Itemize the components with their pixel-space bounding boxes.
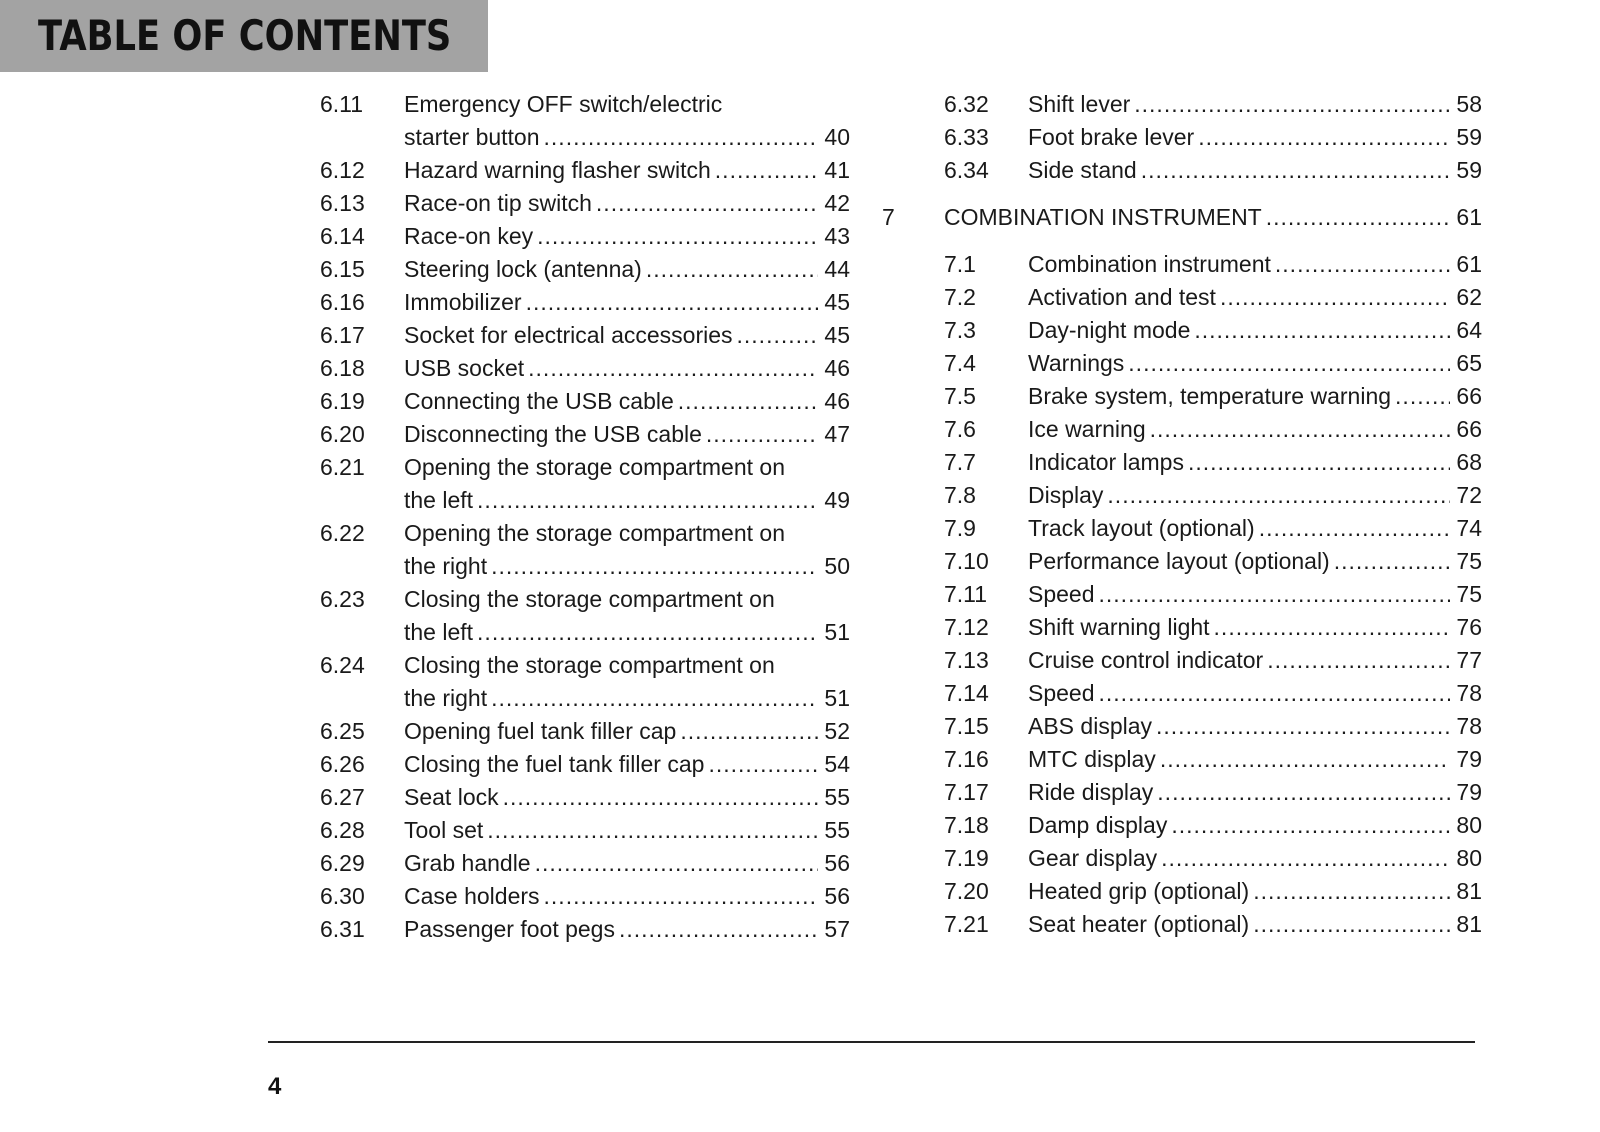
toc-entry-title: the right [404,553,488,579]
dot-leader [1150,413,1451,446]
toc-entry-title-line: Opening the storage compartment on [404,454,786,480]
dot-leader [1198,121,1450,154]
toc-entry-title: Closing the fuel tank filler cap [404,751,705,777]
toc-entry-title: Combination instrument [1028,251,1271,277]
toc-entry-page: 55 [824,784,850,810]
dot-leader [1253,908,1450,941]
toc-entry-page: 49 [824,487,850,513]
dot-leader [477,484,818,517]
toc-entry-number: 6.12 [320,157,365,183]
toc-entry-title: USB socket [404,355,525,381]
toc-entry-title: Disconnecting the USB cable [404,421,702,447]
dot-leader [1266,201,1451,234]
dot-leader [491,550,818,583]
toc-entry-number: 6.15 [320,256,365,282]
toc-entry-number: 6.30 [320,883,365,909]
toc-entry-number: 6.32 [944,91,989,117]
toc-entry-title-line: Emergency OFF switch/electric [404,91,723,117]
chapter-page: 61 [1456,204,1482,230]
toc-entry-title: Side stand [1028,157,1137,183]
toc-entry-page: 59 [1456,124,1482,150]
toc-entry[interactable] [320,880,850,913]
toc-entry-page: 62 [1456,284,1482,310]
toc-entry-title: Damp display [1028,812,1168,838]
dot-leader [596,187,818,220]
dot-leader [1157,776,1450,809]
toc-entry-number: 6.29 [320,850,365,876]
toc-entry[interactable] [882,743,1482,776]
toc-entry-title: Tool set [404,817,484,843]
toc-entry-title: Seat lock [404,784,499,810]
dot-leader [680,715,818,748]
toc-entry[interactable] [882,842,1482,875]
toc-entry-title: Steering lock (antenna) [404,256,642,282]
dot-leader [537,220,818,253]
toc-entry-number: 7.11 [944,581,988,607]
toc-entry-title: Hazard warning flasher switch [404,157,711,183]
toc-entry[interactable] [882,710,1482,743]
dot-leader [1161,842,1450,875]
toc-entry-number: 6.21 [320,454,365,480]
toc-entry-title: Grab handle [404,850,531,876]
dot-leader [544,880,819,913]
dot-leader [678,385,819,418]
toc-entry-title: MTC display [1028,746,1156,772]
toc-entry-page: 80 [1456,845,1482,871]
toc-entry-number: 7.18 [944,812,989,838]
toc-entry-number: 6.27 [320,784,365,810]
toc-entry-title: starter button [404,124,540,150]
toc-entry-number: 6.33 [944,124,989,150]
toc-entry[interactable] [320,418,850,451]
toc-entry-page: 47 [824,421,850,447]
toc-entry-title: Shift warning light [1028,614,1210,640]
toc-entry-page: 68 [1456,449,1482,475]
toc-entry-title-line: Opening the storage compartment on [404,520,786,546]
toc-entry-number: 6.13 [320,190,365,216]
toc-entry-number: 6.22 [320,520,365,546]
toc-entry[interactable] [320,352,850,385]
dot-leader [646,253,819,286]
toc-entry-number: 7.4 [944,350,976,376]
toc-entry-page: 74 [1456,515,1482,541]
toc-entry-page: 75 [1456,581,1482,607]
toc-entry-title: the left [404,487,474,513]
toc-entry-title: Ride display [1028,779,1154,805]
toc-entry-title: Ice warning [1028,416,1146,442]
toc-entry-page: 41 [824,157,850,183]
toc-entry-title: the left [404,619,474,645]
toc-entry-title: Day-night mode [1028,317,1191,343]
toc-entry-number: 6.11 [320,91,364,117]
dot-leader [1395,380,1450,413]
toc-entry-number: 7.7 [944,449,976,475]
toc-entry-title: Activation and test [1028,284,1216,310]
toc-entry-number: 7.8 [944,482,976,508]
toc-entry[interactable] [882,875,1482,908]
toc-entry-number: 7.6 [944,416,976,442]
toc-entry-title-line: Closing the storage compartment on [404,586,775,612]
toc-entry[interactable] [882,908,1482,941]
toc-entry[interactable] [320,451,850,517]
toc-entry[interactable] [320,253,850,286]
toc-entry-title: Performance layout (optional) [1028,548,1330,574]
dot-leader [1134,88,1450,121]
toc-entry-page: 76 [1456,614,1482,640]
dot-leader [715,154,819,187]
toc-entry-page: 64 [1456,317,1482,343]
toc-entry[interactable] [882,347,1482,380]
toc-entry-title: Indicator lamps [1028,449,1184,475]
dot-leader [1220,281,1450,314]
toc-entry-title: Seat heater (optional) [1028,911,1250,937]
toc-entry[interactable] [320,187,850,220]
toc-entry-page: 57 [824,916,850,942]
toc-entry-title-line: Closing the storage compartment on [404,652,775,678]
toc-entry-number: 6.16 [320,289,365,315]
toc-entry-page: 50 [824,553,850,579]
toc-entry-title: Foot brake lever [1028,124,1195,150]
toc-entry[interactable] [882,479,1482,512]
toc-entry-page: 40 [824,124,850,150]
toc-entry-number: 6.19 [320,388,365,414]
dot-leader [477,616,818,649]
toc-entry-number: 6.25 [320,718,365,744]
toc-entry-title: Connecting the USB cable [404,388,674,414]
toc-right-column [882,88,1482,941]
toc-entry[interactable] [882,776,1482,809]
dot-leader [1099,677,1451,710]
toc-entry-page: 51 [824,685,850,711]
toc-entry-page: 72 [1456,482,1482,508]
toc-entry[interactable] [320,583,850,649]
toc-entry[interactable] [882,578,1482,611]
toc-entry-page: 56 [824,850,850,876]
toc-entry-number: 6.34 [944,157,989,183]
toc-entry[interactable] [882,281,1482,314]
chapter-title: COMBINATION INSTRUMENT [944,204,1262,230]
toc-entry-number: 7.2 [944,284,976,310]
toc-entry[interactable] [882,512,1482,545]
toc-entry-title: Speed [1028,680,1095,706]
dot-leader [1188,446,1450,479]
toc-entry[interactable] [320,847,850,880]
toc-entry-page: 80 [1456,812,1482,838]
header-band [0,0,488,72]
toc-entry-number: 7.1 [944,251,976,277]
toc-entry[interactable] [320,913,850,946]
dot-leader [526,286,819,319]
footer-divider [268,1041,1475,1043]
toc-entry-title: Warnings [1028,350,1125,376]
toc-entry-title: Brake system, temperature warning [1028,383,1392,409]
dot-leader [1214,611,1451,644]
dot-leader [1099,578,1451,611]
toc-entry-number: 6.31 [320,916,365,942]
dot-leader [619,913,818,946]
toc-entry-title: Shift lever [1028,91,1131,117]
toc-entry-page: 43 [824,223,850,249]
toc-entry-page: 78 [1456,713,1482,739]
toc-entry[interactable] [320,748,850,781]
toc-entry[interactable] [882,611,1482,644]
toc-entry-page: 45 [824,322,850,348]
toc-entry-page: 79 [1456,779,1482,805]
toc-entry[interactable] [882,545,1482,578]
toc-entry[interactable] [882,154,1482,187]
toc-entry-page: 66 [1456,416,1482,442]
toc-entry-number: 7.12 [944,614,989,640]
dot-leader [1334,545,1451,578]
toc-entry-title: Display [1028,482,1104,508]
dot-leader [1267,644,1450,677]
toc-entry-page: 79 [1456,746,1482,772]
toc-entry-page: 46 [824,388,850,414]
dot-leader [491,682,818,715]
toc-entry-page: 51 [824,619,850,645]
page-number: 4 [268,1073,282,1100]
dot-leader [1160,743,1451,776]
dot-leader [1171,809,1450,842]
toc-entry-title: Case holders [404,883,540,909]
toc-entry[interactable] [882,446,1482,479]
page-title: TABLE OF CONTENTS [38,11,452,60]
toc-entry[interactable] [882,248,1482,281]
toc-entry-number: 6.23 [320,586,365,612]
toc-entry-page: 66 [1456,383,1482,409]
dot-leader [528,352,818,385]
chapter-number: 7 [882,204,895,230]
toc-entry-title: Track layout (optional) [1028,515,1255,541]
toc-entry-title: ABS display [1028,713,1153,739]
toc-entry[interactable] [882,809,1482,842]
toc-entry-number: 7.13 [944,647,989,673]
toc-entry[interactable] [320,781,850,814]
dot-leader [706,418,819,451]
toc-entry[interactable] [320,286,850,319]
toc-entry-number: 7.9 [944,515,976,541]
toc-entry[interactable] [882,314,1482,347]
toc-entry-page: 77 [1456,647,1482,673]
toc-entry[interactable] [882,413,1482,446]
toc-entry-page: 81 [1456,911,1482,937]
toc-entry-page: 45 [824,289,850,315]
toc-entry[interactable] [320,88,850,154]
toc-entry-title: Gear display [1028,845,1158,871]
toc-entry-page: 65 [1456,350,1482,376]
toc-entry[interactable] [320,814,850,847]
toc-left-column [320,88,850,946]
toc-entry-title: Passenger foot pegs [404,916,615,942]
toc-entry-number: 7.3 [944,317,976,343]
dot-leader [1156,710,1450,743]
toc-entry-title: Immobilizer [404,289,522,315]
toc-entry-title: Speed [1028,581,1095,607]
dot-leader [503,781,819,814]
toc-entry-page: 61 [1456,251,1482,277]
dot-leader [737,319,819,352]
toc-entry-page: 55 [824,817,850,843]
dot-leader [1141,154,1451,187]
toc-entry[interactable] [882,121,1482,154]
toc-entry[interactable] [882,88,1482,121]
toc-entry-number: 7.16 [944,746,989,772]
dot-leader [1275,248,1451,281]
toc-entry[interactable] [320,319,850,352]
toc-entry-number: 7.21 [944,911,989,937]
toc-entry-title: Race-on tip switch [404,190,592,216]
toc-entry-number: 7.15 [944,713,989,739]
toc-entry-page: 44 [824,256,850,282]
dot-leader [1194,314,1450,347]
toc-entry-page: 81 [1456,878,1482,904]
toc-entry-number: 7.10 [944,548,989,574]
toc-entry[interactable] [320,517,850,583]
toc-entry-title: Heated grip (optional) [1028,878,1250,904]
toc-entry-number: 7.19 [944,845,989,871]
toc-entry-number: 7.5 [944,383,976,409]
toc-entry-title: Opening fuel tank filler cap [404,718,677,744]
toc-entry-number: 7.14 [944,680,989,706]
toc-entry[interactable] [882,380,1482,413]
toc-entry-number: 6.18 [320,355,365,381]
dot-leader [487,814,818,847]
toc-entry-number: 6.28 [320,817,365,843]
toc-entry-page: 42 [824,190,850,216]
toc-entry-title: Cruise control indicator [1028,647,1264,673]
toc-entry[interactable] [320,154,850,187]
dot-leader [1107,479,1450,512]
toc-entry-page: 58 [1456,91,1482,117]
toc-chapter-heading[interactable] [882,201,1482,234]
toc-entry-number: 6.20 [320,421,365,447]
toc-entry-title: Socket for electrical accessories [404,322,733,348]
dot-leader [1253,875,1450,908]
dot-leader [535,847,819,880]
toc-entry[interactable] [882,677,1482,710]
toc-entry-number: 7.17 [944,779,989,805]
toc-entry[interactable] [882,644,1482,677]
toc-entry-number: 6.24 [320,652,365,678]
toc-entry[interactable] [320,385,850,418]
toc-entry-number: 7.20 [944,878,989,904]
toc-entry-page: 46 [824,355,850,381]
toc-entry-number: 6.17 [320,322,365,348]
dot-leader [1259,512,1451,545]
toc-entry-page: 78 [1456,680,1482,706]
dot-leader [544,121,819,154]
toc-entry-page: 52 [824,718,850,744]
dot-leader [1128,347,1450,380]
toc-entry[interactable] [320,715,850,748]
toc-entry-title: the right [404,685,488,711]
toc-entry-number: 6.26 [320,751,365,777]
toc-entry-page: 54 [824,751,850,777]
toc-entry-number: 6.14 [320,223,365,249]
dot-leader [708,748,818,781]
toc-entry-page: 56 [824,883,850,909]
toc-entry[interactable] [320,220,850,253]
toc-entry-title: Race-on key [404,223,534,249]
toc-entry-page: 59 [1456,157,1482,183]
toc-entry[interactable] [320,649,850,715]
toc-entry-page: 75 [1456,548,1482,574]
